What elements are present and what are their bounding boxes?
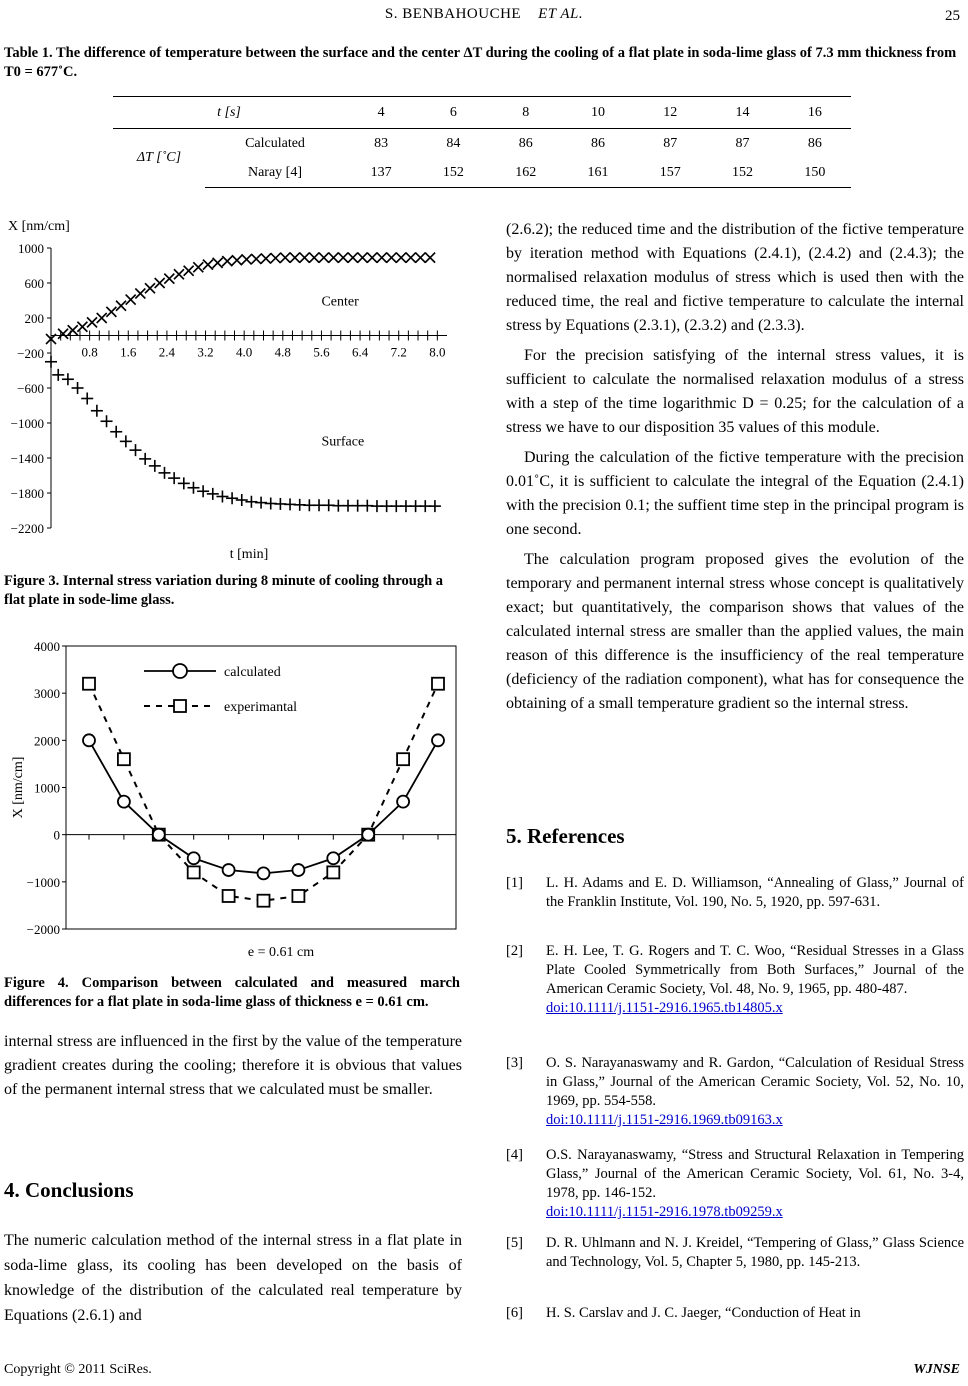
table-row bbox=[113, 129, 851, 159]
reference-number: [3] bbox=[506, 1055, 523, 1071]
data-point-experimantal bbox=[83, 678, 95, 690]
table-col-header: t [s] bbox=[113, 97, 345, 129]
left-column bbox=[4, 1030, 462, 1108]
x-tick-label: 0.8 bbox=[81, 344, 98, 360]
data-point-experimantal bbox=[292, 890, 304, 902]
table-cell: 83 bbox=[374, 135, 389, 151]
table-cell: 152 bbox=[417, 158, 489, 188]
x-tick-label: 4.8 bbox=[274, 344, 291, 360]
reference-item bbox=[506, 942, 964, 1018]
table-cell: 4 bbox=[345, 97, 417, 129]
x-axis-label: t [min] bbox=[229, 547, 269, 562]
paragraph: The calculation program proposed gives the evolution of the temporary and permanent internal stress whose concept is qualitatively exact; but quantitatively, the comparison shows that values of the calculated internal stress are smaller than the applied values, the main reason of this difference is the insufficiency of the real temperature (deficiency of the radiation component), what has for consequence the obtaining of a small temperature gradient so the internal stress. bbox=[506, 551, 964, 712]
reference-doi-link[interactable]: doi:10.1111/j.1151-2916.1965.tb14805.x bbox=[546, 1000, 783, 1016]
data-point-calculated bbox=[118, 796, 130, 808]
reference-text: O. S. Narayanaswamy and R. Gardon, “Calculation of Residual Stress in Glass,” Journal of the American Ceramic Society, Vol. 52, No. 10, 1969, pp. 554-558. bbox=[546, 1055, 964, 1109]
y-tick-label: 1000 bbox=[34, 780, 60, 796]
data-point-calculated bbox=[83, 734, 95, 746]
reference-item bbox=[506, 1146, 964, 1222]
legend-marker-calculated bbox=[173, 664, 187, 678]
right-column bbox=[506, 218, 964, 722]
data-point-calculated bbox=[292, 864, 304, 876]
table-caption: Table 1. The difference of temperature between the surface and the center ΔT during the cooling of a flat plate in soda-lime glass of 7.3 mm thickness from T0 = 677˚C. bbox=[4, 45, 957, 80]
footer-copyright: Copyright © 2011 SciRes. bbox=[4, 1362, 152, 1377]
table-cell: 6 bbox=[417, 97, 489, 129]
table-cell: 86 bbox=[807, 135, 822, 151]
table-cell: 86 bbox=[518, 135, 533, 151]
table-cell: 150 bbox=[779, 158, 851, 188]
x-tick-label: 3.2 bbox=[197, 344, 214, 360]
y-tick-label: 200 bbox=[24, 311, 44, 326]
legend-label-experimantal: experimantal bbox=[224, 700, 298, 715]
data-point-calculated bbox=[188, 852, 200, 864]
section-heading-references: 5. References bbox=[506, 824, 625, 848]
table-cell: 12 bbox=[634, 97, 706, 129]
table-cell: 84 bbox=[446, 135, 461, 151]
y-tick-label: 0 bbox=[53, 827, 60, 843]
data-point-calculated bbox=[153, 829, 165, 841]
table-cell: 137 bbox=[345, 158, 417, 188]
table-row-label: Naray [4] bbox=[205, 158, 345, 188]
table-cell: 152 bbox=[706, 158, 778, 188]
data-table bbox=[113, 96, 851, 188]
table-cell: 162 bbox=[490, 158, 562, 188]
y-tick-label: −200 bbox=[17, 346, 44, 361]
table-cell: 87 bbox=[735, 135, 750, 151]
data-point-experimantal bbox=[327, 866, 339, 878]
y-tick-label: 4000 bbox=[34, 639, 60, 654]
reference-doi-link[interactable]: doi:10.1111/j.1151-2916.1969.tb09163.x bbox=[546, 1112, 783, 1128]
y-tick-label: −2200 bbox=[10, 521, 44, 536]
table-cell: 157 bbox=[634, 158, 706, 188]
table-row-group-label: ΔT [˚C] bbox=[136, 150, 182, 166]
running-header bbox=[0, 6, 968, 23]
data-point-experimantal bbox=[188, 866, 200, 878]
data-point-calculated bbox=[362, 829, 374, 841]
reference-text: O.S. Narayanaswamy, “Stress and Structural Relaxation in Tempering Glass,” Journal of the American Ceramic Society, Vol. 61, No. 3-4, 1978, pp. 146-152. bbox=[546, 1147, 964, 1201]
x-axis-label: e = 0.61 cm bbox=[247, 945, 315, 960]
x-tick-label: 4.0 bbox=[236, 344, 253, 360]
reference-text: E. H. Lee, T. G. Rogers and T. C. Woo, “Residual Stresses in a Glass Plate Cooled Symmetrically from Both Surfaces,” Journal of the American Ceramic Society, Vol. 48, No. 9, 1965, pp. 480-487. bbox=[546, 943, 964, 997]
reference-item bbox=[506, 1054, 964, 1130]
reference-doi-link[interactable]: doi:10.1111/j.1151-2916.1978.tb09259.x bbox=[546, 1204, 783, 1220]
left-column-conclusions bbox=[4, 1228, 462, 1334]
figure-4-caption: Figure 4. Comparison between calculated and measured march differences for a flat plate in soda-lime glass of thickness e = 0.61 cm. bbox=[4, 975, 460, 1010]
x-tick-label: 8.0 bbox=[429, 344, 446, 360]
table-cell: 14 bbox=[706, 97, 778, 129]
paragraph: internal stress are influenced in the first by the value of the temperature gradient creates during the cooling; therefore it is obvious that values of the permanent internal stress that we calculated must be smaller. bbox=[4, 1033, 462, 1098]
data-point-experimantal bbox=[397, 753, 409, 765]
y-axis-label: X [nm/cm] bbox=[8, 219, 70, 234]
table-row-label: Calculated bbox=[245, 135, 305, 151]
data-point-experimantal bbox=[258, 895, 270, 907]
y-tick-label: −1800 bbox=[10, 486, 44, 501]
table-row bbox=[113, 158, 851, 188]
annotation-center: Center bbox=[321, 294, 359, 310]
table-cell: 87 bbox=[663, 135, 678, 151]
data-point-calculated bbox=[327, 852, 339, 864]
x-tick-label: 1.6 bbox=[120, 344, 137, 360]
reference-item bbox=[506, 1234, 964, 1272]
figure-4-chart bbox=[4, 630, 459, 960]
y-tick-label: −1400 bbox=[10, 451, 44, 466]
reference-number: [2] bbox=[506, 943, 523, 959]
x-tick-label: 7.2 bbox=[390, 344, 407, 360]
footer-journal: WJNSE bbox=[913, 1362, 960, 1377]
figure-3-caption: Figure 3. Internal stress variation during 8 minute of cooling through a flat plate in sode-lime glass. bbox=[4, 573, 444, 608]
reference-text: D. R. Uhlmann and N. J. Kreidel, “Tempering of Glass,” Glass Science and Technology, Vol. 5, Chapter 5, 1980, pp. 145-213. bbox=[546, 1235, 964, 1270]
data-point-calculated bbox=[432, 734, 444, 746]
reference-number: [1] bbox=[506, 875, 523, 891]
paragraph: (2.6.2); the reduced time and the distribution of the fictive temperature by iteration method with Equations (2.4.1), (2.4.2) and (2.4.3); the normalised relaxation modulus of stress which is used then with the reduced time, the real and fictive temperature to calculate the internal stress by Equations (2.3.1), (2.3.2) and (2.3.3). bbox=[506, 221, 964, 334]
legend-marker-experimantal bbox=[174, 700, 186, 712]
reference-number: [5] bbox=[506, 1235, 523, 1251]
table-cell: 161 bbox=[562, 158, 634, 188]
paragraph: For the precision satisfying of the internal stress values, it is sufficient to calculate the normalised relaxation modulus of a stress with a step of the time logarithmic D = 0.25; for the calculation of a stress we have to our disposition 35 values of this module. bbox=[506, 347, 964, 436]
data-point-experimantal bbox=[223, 890, 235, 902]
y-tick-label: 1000 bbox=[18, 241, 44, 256]
table-cell: 16 bbox=[779, 97, 851, 129]
annotation-surface: Surface bbox=[321, 434, 365, 450]
table-cell: 86 bbox=[590, 135, 605, 151]
data-point-experimantal bbox=[432, 678, 444, 690]
y-tick-label: −2000 bbox=[26, 922, 60, 937]
y-tick-label: −600 bbox=[17, 381, 44, 396]
reference-item bbox=[506, 1304, 964, 1323]
table-header-row bbox=[113, 97, 851, 129]
y-tick-label: 2000 bbox=[34, 733, 60, 749]
x-tick-label: 5.6 bbox=[313, 344, 330, 360]
data-point-calculated bbox=[258, 867, 270, 879]
reference-number: [4] bbox=[506, 1147, 523, 1163]
data-point-calculated bbox=[397, 796, 409, 808]
y-tick-label: 3000 bbox=[34, 686, 60, 702]
table-cell: 8 bbox=[490, 97, 562, 129]
paragraph: The numeric calculation method of the internal stress in a flat plate in soda-lime glass, its cooling has been developed on the basis of knowledge of the distribution of the calculated real temperature by Equations (2.6.1) and bbox=[4, 1232, 462, 1324]
data-point-calculated bbox=[223, 864, 235, 876]
reference-text: H. S. Carslav and J. C. Jaeger, “Conduction of Heat in bbox=[546, 1305, 861, 1321]
reference-item bbox=[506, 874, 964, 912]
section-heading-conclusions: 4. Conclusions bbox=[4, 1178, 134, 1202]
header-authors: S. BENBAHOUCHE bbox=[384, 6, 522, 22]
y-axis-label: X [nm/cm] bbox=[11, 756, 26, 819]
table-cell: 10 bbox=[562, 97, 634, 129]
reference-number: [6] bbox=[506, 1305, 523, 1321]
legend-label-calculated: calculated bbox=[224, 665, 281, 680]
header-etal: ET AL. bbox=[538, 6, 584, 22]
x-tick-label: 2.4 bbox=[158, 344, 176, 360]
y-tick-label: −1000 bbox=[26, 874, 60, 890]
reference-text: L. H. Adams and E. D. Williamson, “Annealing of Glass,” Journal of the Franklin Institute, Vol. 190, No. 5, 1920, pp. 597-631. bbox=[546, 875, 964, 910]
paragraph: During the calculation of the fictive temperature with the precision 0.01˚C, it is sufficient to calculate the integral of the Equation (2.4.1) with the precision 0.1; the suffient time step in the principal program is one second. bbox=[506, 449, 964, 538]
figure-3-chart bbox=[4, 212, 459, 564]
page-number: 25 bbox=[945, 8, 960, 24]
y-tick-label: −1000 bbox=[10, 416, 44, 431]
data-point-experimantal bbox=[118, 753, 130, 765]
y-tick-label: 600 bbox=[24, 276, 44, 291]
x-tick-label: 6.4 bbox=[351, 344, 369, 360]
